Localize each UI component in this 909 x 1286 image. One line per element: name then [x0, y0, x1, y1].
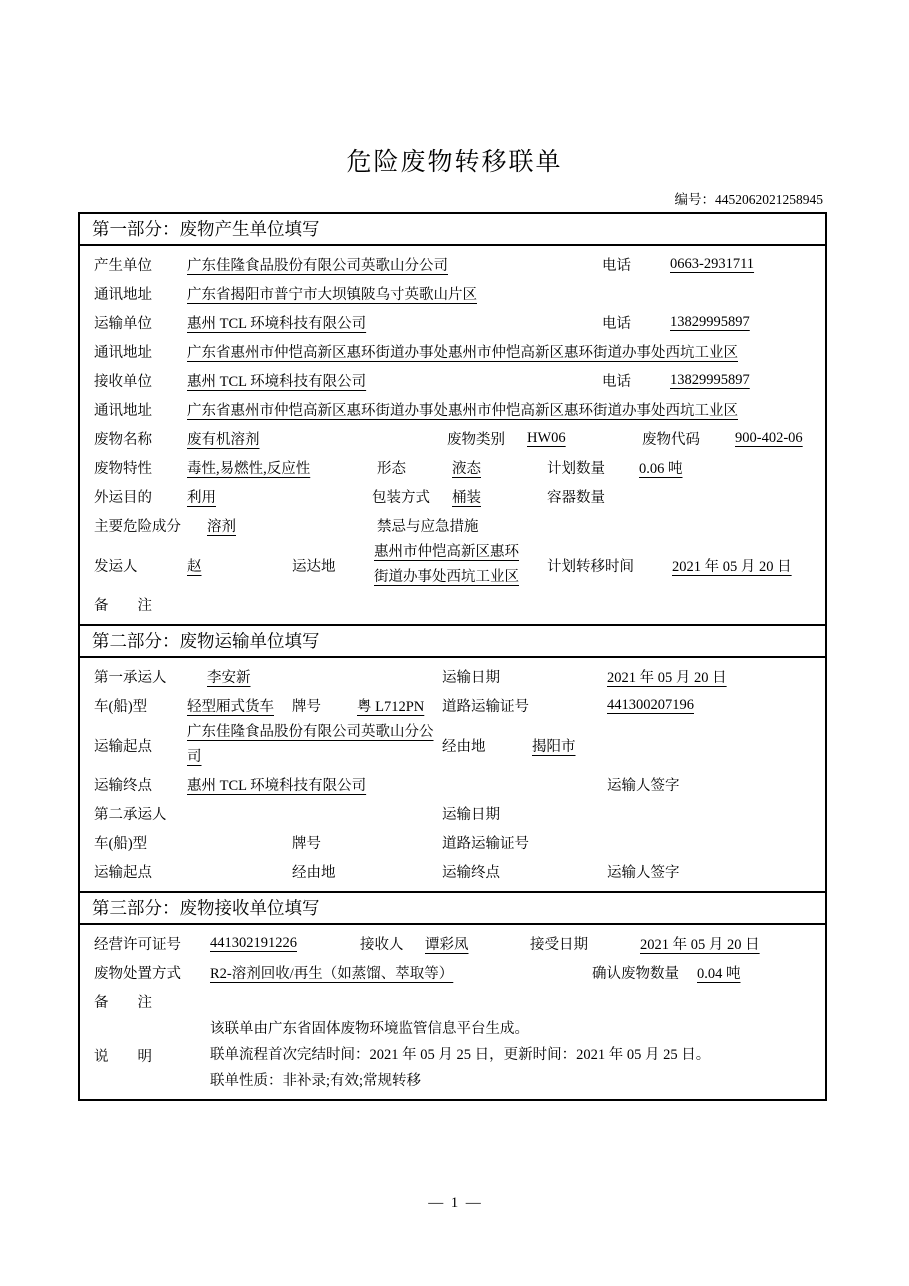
first-carrier-label: 第一承运人 [94, 670, 167, 686]
section-1-header: 第一部分：废物产生单位填写 [80, 214, 825, 246]
hazardous-component-value-cell [207, 515, 377, 536]
via-1-cell [532, 735, 815, 756]
planned-transfer-date-label: 计划转移时间 [547, 558, 634, 575]
generator-address-value: 广东省揭阳市普宁市大坝镇陂乌寸英歌山片区 [187, 287, 477, 303]
waste-property-value: 毒性,易燃性,反应性 [187, 461, 311, 477]
plate-no-1-label: 牌号 [292, 699, 321, 715]
hazardous-component-value: 溶剂 [207, 519, 236, 535]
destination-value: 惠州市仲恺高新区惠环街道办事处西坑工业区 [374, 544, 519, 585]
road-permit-1-value: 441300207196 [607, 697, 694, 713]
plate-no-2-label: 牌号 [292, 836, 321, 852]
page-number: — 1 — [428, 1195, 481, 1211]
generator-phone-value: 0663-2931711 [670, 256, 755, 272]
doc-number-value: 4452062021258945 [715, 192, 823, 207]
terminus-1-value-cell [187, 774, 607, 795]
first-carrier-value: 李安新 [207, 670, 251, 686]
row-first-carrier [80, 662, 825, 691]
receiver-phone-cell [670, 372, 815, 389]
transport-date-1-cell [607, 666, 815, 687]
transporter-address-value: 广东省惠州市仲恺高新区惠环街道办事处惠州市仲恺高新区惠环街道办事处西坑工业区 [187, 345, 738, 361]
note-line-2: 联单流程首次完结时间：2021 年 05 月 25 日，更新时间：2021 年 05 月 25 日。 [210, 1047, 711, 1063]
row-waste-name [80, 424, 825, 453]
receiver-address-label: 通讯地址 [94, 403, 152, 419]
emergency-measures-label: 禁忌与应急措施 [377, 519, 479, 535]
note-lines [210, 1016, 815, 1094]
receiver-address-cell [187, 399, 815, 420]
generator-unit-label: 产生单位 [94, 258, 152, 274]
planned-quantity-value-cell [639, 457, 815, 478]
via-1-label: 经由地 [442, 738, 486, 755]
carrier-sign-1-label: 运输人签字 [607, 778, 680, 794]
plate-no-1-value: 粤 L712PN [357, 699, 425, 715]
first-carrier-value-cell [207, 666, 442, 687]
row-note [80, 1016, 825, 1094]
row-waste-property [80, 453, 825, 482]
waste-name-value: 废有机溶剂 [187, 432, 260, 448]
transporter-phone-cell [670, 314, 815, 331]
second-carrier-label: 第二承运人 [94, 807, 167, 823]
transporter-unit-label: 运输单位 [94, 316, 152, 332]
consignor-value-cell [187, 555, 292, 576]
row-receiver-address [80, 395, 825, 424]
section-2-header: 第二部分：废物运输单位填写 [80, 624, 825, 658]
origin-1-value: 广东佳隆食品股份有限公司英歌山分公司 [187, 724, 434, 765]
hazardous-component-label: 主要危险成分 [94, 519, 181, 535]
physical-form-value-cell [452, 457, 547, 478]
page-title: 危险废物转移联单 [346, 149, 563, 176]
waste-property-value-cell [187, 457, 377, 478]
vehicle-type-1-label: 车(船)型 [94, 699, 148, 715]
packaging-label: 包装方式 [372, 490, 430, 506]
disposal-method-label: 废物处置方式 [94, 966, 181, 982]
receiver-unit-label: 接收单位 [94, 374, 152, 390]
manifest-table [78, 212, 827, 1101]
road-permit-1-cell [607, 697, 815, 714]
waste-code-label: 废物代码 [642, 432, 700, 448]
confirmed-quantity-label: 确认废物数量 [592, 966, 679, 982]
waste-code-value-cell [735, 430, 815, 447]
transporter-phone-label: 电话 [602, 316, 631, 332]
waste-category-label: 废物类别 [447, 432, 505, 448]
row-second-carrier [80, 799, 825, 828]
section-2-body [80, 658, 825, 891]
part3-remark-label: 备 注 [94, 995, 152, 1011]
row-vehicle-1 [80, 691, 825, 720]
row-origin-1 [80, 720, 825, 770]
row-part3-remark [80, 987, 825, 1016]
doc-number-label: 编号： [674, 192, 715, 207]
section-3-body [80, 925, 825, 1099]
part1-remark-label: 备 注 [94, 598, 152, 614]
disposal-method-value: R2-溶剂回收/再生（如蒸馏、萃取等） [210, 966, 454, 982]
planned-quantity-value: 0.06 吨 [639, 461, 683, 477]
road-permit-2-label: 道路运输证号 [442, 836, 529, 852]
license-no-value: 441302191226 [210, 935, 297, 951]
receive-date-cell [640, 933, 815, 954]
terminus-1-label: 运输终点 [94, 778, 152, 794]
transporter-phone-value: 13829995897 [670, 314, 750, 330]
waste-property-label: 废物特性 [94, 461, 152, 477]
row-receiver-unit [80, 366, 825, 395]
receiver-person-value: 谭彩凤 [425, 937, 469, 953]
row-part1-remark [80, 590, 825, 619]
row-disposal [80, 958, 825, 987]
note-line-1: 该联单由广东省固体废物环境监管信息平台生成。 [210, 1021, 529, 1037]
section-1-body [80, 246, 825, 624]
via-1-value: 揭阳市 [532, 738, 576, 755]
transport-date-1-label: 运输日期 [442, 670, 500, 686]
row-vehicle-2 [80, 828, 825, 857]
license-no-value-cell [210, 935, 360, 952]
row-terminus-1 [80, 770, 825, 799]
terminus-1-value: 惠州 TCL 环境科技有限公司 [187, 778, 367, 794]
vehicle-type-1-value: 轻型厢式货车 [187, 699, 274, 715]
receiver-phone-value: 13829995897 [670, 372, 750, 388]
transfer-purpose-value-cell [187, 486, 372, 507]
physical-form-value: 液态 [452, 461, 481, 477]
waste-category-value: HW06 [527, 430, 566, 446]
origin-1-label: 运输起点 [94, 738, 152, 755]
generator-address-cell [187, 283, 815, 304]
receiver-unit-value: 惠州 TCL 环境科技有限公司 [187, 374, 367, 390]
packaging-value: 桶装 [452, 490, 481, 506]
waste-code-value: 900-402-06 [735, 430, 803, 446]
row-consignor [80, 540, 825, 590]
origin-2-label: 运输起点 [94, 865, 152, 881]
license-no-label: 经营许可证号 [94, 937, 181, 953]
planned-quantity-label: 计划数量 [547, 461, 605, 477]
transporter-address-label: 通讯地址 [94, 345, 152, 361]
carrier-sign-2-label: 运输人签字 [607, 865, 680, 881]
transporter-unit-value: 惠州 TCL 环境科技有限公司 [187, 316, 367, 332]
generator-phone-cell [670, 256, 815, 273]
transfer-purpose-label: 外运目的 [94, 490, 152, 506]
transporter-address-cell [187, 341, 815, 362]
consignor-value: 赵 [187, 558, 202, 575]
container-quantity-label: 容器数量 [547, 490, 605, 506]
disposal-method-value-cell [210, 962, 592, 983]
row-transporter-address [80, 337, 825, 366]
destination-value-cell [374, 540, 547, 590]
confirmed-quantity-value: 0.04 吨 [697, 966, 741, 982]
row-generator-address [80, 279, 825, 308]
physical-form-label: 形态 [377, 461, 406, 477]
row-carrier2-route [80, 857, 825, 886]
doc-number-line [0, 188, 823, 208]
receiver-unit-value-cell [187, 370, 602, 391]
receive-date-label: 接受日期 [530, 937, 588, 953]
generator-address-label: 通讯地址 [94, 287, 152, 303]
generator-unit-value: 广东佳隆食品股份有限公司英歌山分公司 [187, 258, 448, 274]
generator-phone-label: 电话 [602, 258, 631, 274]
transporter-unit-value-cell [187, 312, 602, 333]
transport-date-1-value: 2021 年 05 月 20 日 [607, 670, 727, 686]
row-transfer-purpose [80, 482, 825, 511]
packaging-value-cell [452, 486, 547, 507]
waste-category-value-cell [527, 430, 642, 447]
via-2-label: 经由地 [292, 865, 336, 881]
receiver-person-label: 接收人 [360, 937, 404, 953]
row-license [80, 929, 825, 958]
road-permit-1-label: 道路运输证号 [442, 699, 529, 715]
terminus-2-label: 运输终点 [442, 865, 500, 881]
row-generator-unit [80, 250, 825, 279]
destination-label: 运达地 [292, 558, 336, 575]
note-line-3: 联单性质：非补录;有效;常规转移 [210, 1073, 422, 1089]
receiver-phone-label: 电话 [602, 374, 631, 390]
confirmed-quantity-cell [697, 962, 815, 983]
waste-name-value-cell [187, 428, 447, 449]
planned-transfer-date-value: 2021 年 05 月 20 日 [672, 558, 792, 575]
vehicle-type-2-label: 车(船)型 [94, 836, 148, 852]
consignor-label: 发运人 [94, 558, 138, 575]
transfer-purpose-value: 利用 [187, 490, 216, 506]
origin-1-value-cell [187, 720, 442, 770]
receiver-address-value: 广东省惠州市仲恺高新区惠环街道办事处惠州市仲恺高新区惠环街道办事处西坑工业区 [187, 403, 738, 419]
waste-name-label: 废物名称 [94, 432, 152, 448]
planned-transfer-date-cell [672, 555, 815, 576]
vehicle-type-1-value-cell [187, 695, 292, 716]
note-label: 说 明 [94, 1048, 152, 1065]
receive-date-value: 2021 年 05 月 20 日 [640, 937, 760, 953]
row-transporter-unit [80, 308, 825, 337]
receiver-person-value-cell [425, 933, 530, 954]
section-3-header: 第三部分：废物接收单位填写 [80, 891, 825, 925]
plate-no-1-value-cell [357, 695, 442, 716]
row-hazardous-component [80, 511, 825, 540]
generator-unit-value-cell [187, 254, 602, 275]
transport-date-2-label: 运输日期 [442, 807, 500, 823]
